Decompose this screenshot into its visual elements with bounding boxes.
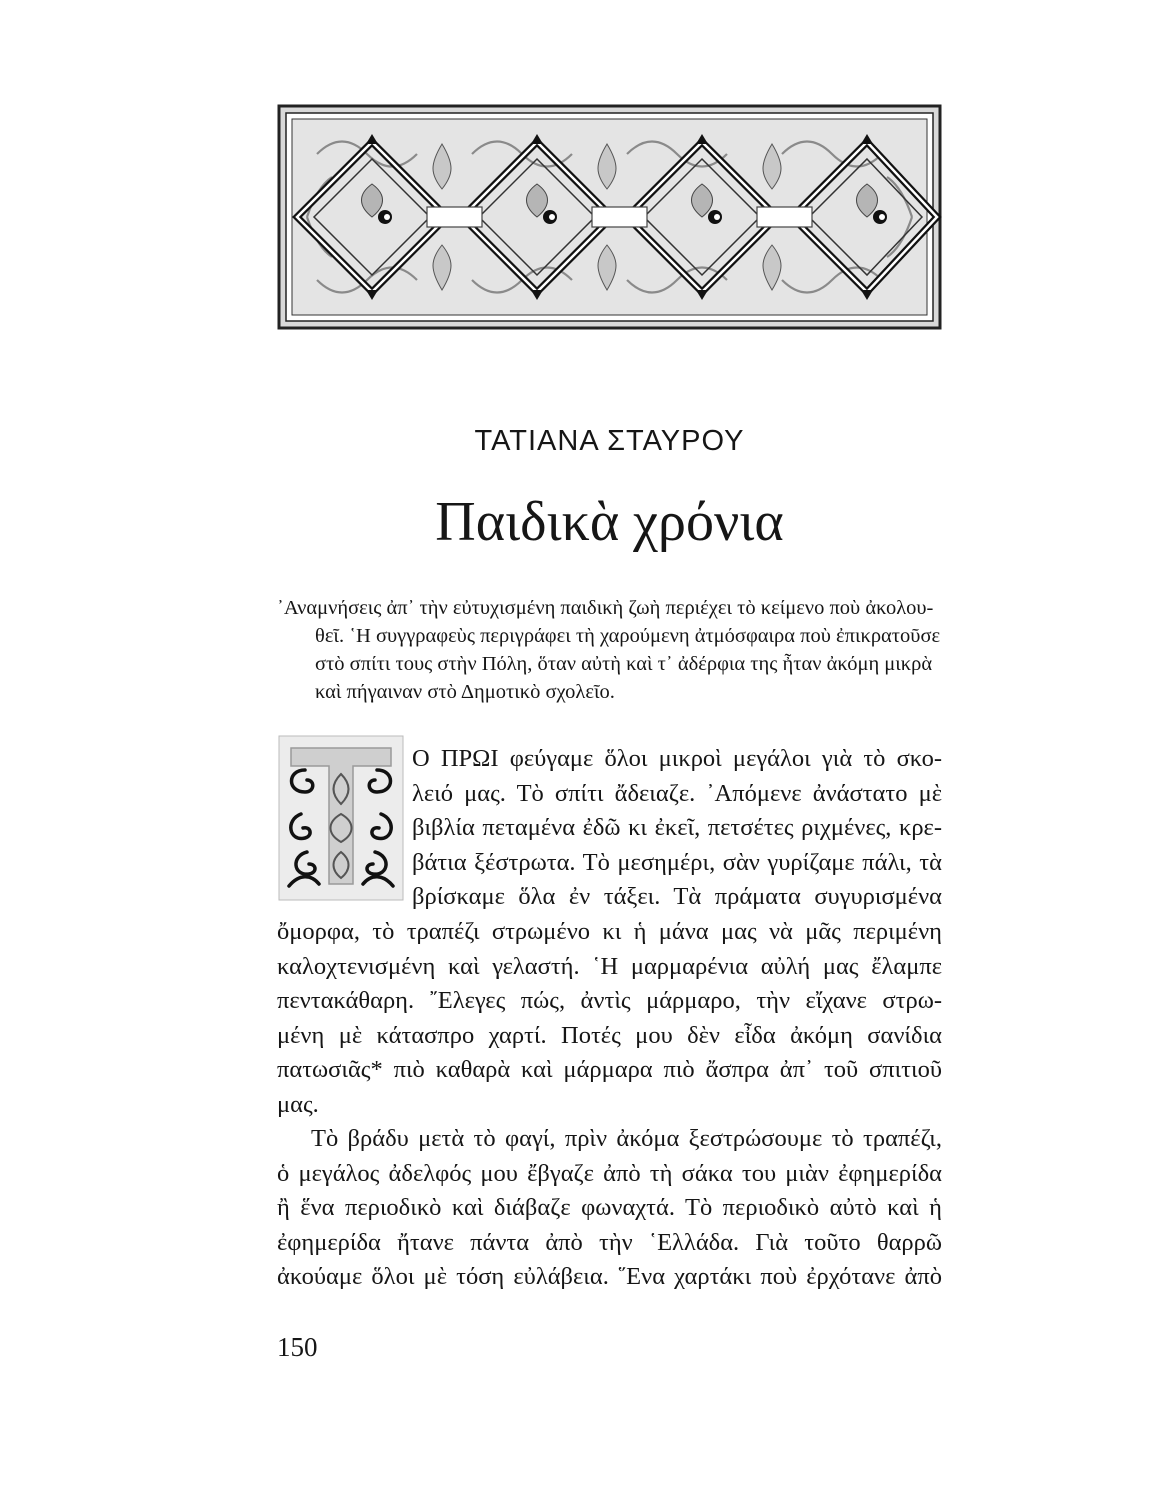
intro-line: καὶ πήγαιναν στὸ Δημοτικὸ σχολεῖο.	[315, 681, 615, 703]
intro-line: θεῖ. ῾Η συγγραφεὺς περιγράφει τὴ χαρούμενη ἀτμόσφαιρα ποὺ ἐπικρατοῦσε	[315, 625, 941, 647]
page-number: 150	[277, 1332, 318, 1362]
body-line: ἢ ἕνα περιοδικὸ καὶ διάβαζε φωναχτά. Τὸ περιοδικὸ αὐτὸ καὶ ἡ	[277, 1194, 942, 1221]
paragraph-1-continued	[277, 915, 942, 1122]
body-line: βρίσκαμε ὅλα ἐν τάξει. Τὰ πράματα συγυρισμένα	[412, 883, 942, 910]
body-line: καλοχτενισμένη καὶ γελαστή. ῾Η μαρμαρένια αὐλή μας ἔλαμπε	[277, 952, 942, 980]
body-line: Τὸ βράδυ μετὰ τὸ φαγί, πρὶν ἀκόμα ξεστρώσουμε τὸ τραπέζι,	[311, 1125, 942, 1152]
body-line: πατωσιᾶς* πιὸ καθαρὰ καὶ μάρμαρα πιὸ ἄσπρα ἀπ᾿ τοῦ σπιτιοῦ	[277, 1056, 942, 1083]
drop-cap-t-icon	[277, 734, 405, 902]
body-line: ὄμορφα, τὸ τραπέζι στρωμένο κι ἡ μάνα μας νὰ μᾶς περιμένη	[277, 918, 942, 945]
paragraph-1-beside-initial	[412, 742, 942, 915]
paragraph-2	[277, 1122, 942, 1295]
body-line: ἐφημερίδα ἤτανε πάντα ἀπὸ τὴν ῾Ελλάδα. Γιὰ τοῦτο θαρρῶ	[277, 1228, 942, 1256]
intro-line: στὸ σπίτι τους στὴν Πόλη, ὅταν αὐτὴ καὶ τ᾿ ἀδέρφια της ἦταν ἀκόμη μικρὰ	[315, 653, 933, 675]
body-line: βιβλία πεταμένα ἐδῶ κι ἐκεῖ, πετσέτες ριχμένες, κρε-	[412, 814, 942, 841]
body-line: Ο ΠΡΩΙ φεύγαμε ὅλοι μικροὶ μεγάλοι γιὰ τὸ σκο-	[412, 745, 942, 772]
author-name: ΤΑΤΙΑΝΑ ΣΤΑΥΡΟΥ	[474, 425, 745, 457]
body-line: λειό μας. Τὸ σπίτι ἄδειαζε. ᾿Απόμενε ἀνάστατο μὲ	[412, 779, 942, 807]
intro-line: ᾿Αναμνήσεις ἀπ᾿ τὴν εὐτυχισμένη παιδικὴ ζωὴ περιέχει τὸ κείμενο ποὺ ἀκολου-	[277, 597, 934, 619]
body-line: ὁ μεγάλος ἀδελφός μου ἔβγαζε ἀπὸ τὴ σάκα του μιὰν ἐφημερίδα	[277, 1159, 942, 1187]
body-line: μένη μὲ κάτασπρο χαρτί. Ποτές μου δὲν εἶδα ἀκόμη σανίδια	[277, 1021, 942, 1049]
intro-summary	[277, 594, 942, 706]
body-line: πεντακάθαρη. ῎Ελεγες πώς, ἀντὶς μάρμαρο, τὴν εἴχανε στρω-	[277, 987, 942, 1014]
chapter-title: Παιδικὰ χρόνια	[435, 491, 784, 553]
body-line: βάτια ξέστρωτα. Τὸ μεσημέρι, σὰν γυρίζαμε πάλι, τὰ	[412, 848, 942, 876]
body-line: ἀκούαμε ὅλοι μὲ τόση εὐλάβεια. ῞Ενα χαρτάκι ποὺ ἐρχότανε ἀπὸ	[277, 1263, 942, 1290]
body-line: μας.	[277, 1090, 319, 1118]
header-ornament-band	[277, 104, 942, 330]
